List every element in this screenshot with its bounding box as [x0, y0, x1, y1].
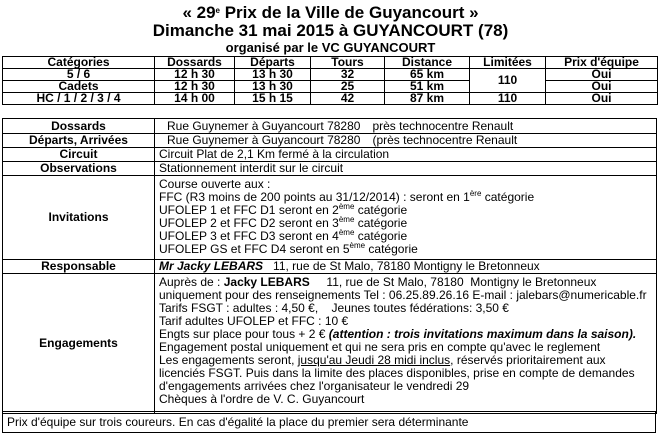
- row-invitations: [3, 176, 657, 260]
- footer-note: Prix d'équipe sur trois coureurs. En cas d'égalité la place du premier sera déterminante: [2, 411, 656, 433]
- engagements-line: Tarif adultes UFOLEP et FFC : 10 €: [159, 314, 349, 328]
- value-invitations: [155, 176, 657, 260]
- text: catégorie: [354, 216, 408, 230]
- category-cell: HC / 1 / 2 / 3 / 4: [3, 93, 155, 105]
- dossards-note: près technocentre Renault: [372, 118, 514, 133]
- departs-note: (près technocentre Renault: [372, 133, 518, 147]
- header-distance: Distance: [385, 57, 470, 69]
- header-tours: Tours: [311, 57, 385, 69]
- value-observations: Stationnement interdit sur le circuit: [155, 162, 657, 176]
- dossards-address: Rue Guynemer à Guyancourt 78280: [167, 118, 361, 133]
- departs-address: Rue Guynemer à Guyancourt 78280: [167, 133, 361, 147]
- superscript: ème: [349, 241, 366, 250]
- text: Les engagements seront,: [159, 353, 298, 367]
- tours-cell: 25: [311, 81, 385, 93]
- departs-cell: 13 h 30: [235, 81, 311, 93]
- text: UFOLEP 1 et FFC D1 seront en 2: [159, 203, 339, 217]
- header-categories: Catégories: [3, 57, 155, 69]
- event-organizer: organisé par le VC GUYANCOURT: [225, 40, 436, 55]
- prix-cell: Oui: [546, 81, 658, 93]
- responsable-address: 11, rue de St Malo, 78180 Montigny le Bretonneux: [273, 259, 540, 273]
- departs-cell: 15 h 15: [235, 93, 311, 105]
- title-text: « 29: [182, 3, 216, 22]
- header-dossards: Dossards: [155, 57, 235, 69]
- label-invitations: Invitations: [3, 176, 155, 260]
- tours-cell: 32: [311, 69, 385, 81]
- value-engagements: [155, 274, 657, 414]
- row-engagements: [3, 274, 657, 414]
- text: UFOLEP 3 et FFC D3 seront en 4: [159, 229, 339, 243]
- value-dossards: [155, 119, 657, 134]
- prix-cell: Oui: [546, 69, 658, 81]
- superscript: ème: [338, 215, 355, 224]
- schedule-table: [2, 56, 658, 105]
- deadline-text: jusqu'au Jeudi 28 midi inclus: [297, 353, 451, 367]
- value-circuit: Circuit Plat de 2,1 Km fermé à la circulation: [155, 148, 657, 162]
- category-cell: Cadets: [3, 81, 155, 93]
- dossards-cell: 14 h 00: [155, 93, 235, 105]
- limitees-cell: 110: [470, 93, 546, 105]
- engagements-line: licenciés FSGT. Puis dans la limite des places disponibles, prise en compte de demandes: [159, 366, 635, 380]
- header-limitees: Limitées: [470, 57, 546, 69]
- header-departs: Départs: [235, 57, 311, 69]
- invitations-line: [159, 243, 656, 256]
- text: catégorie: [354, 229, 408, 243]
- tours-cell: 42: [311, 93, 385, 105]
- schedule-header-row: [3, 57, 658, 69]
- contact-name: Jacky LEBARS: [223, 275, 310, 289]
- text: catégorie: [354, 203, 408, 217]
- engagements-line: d'engagements arrivées chez l'organisateur le vendredi 29: [159, 379, 470, 393]
- row-responsable: [3, 260, 657, 274]
- event-title: [0, 3, 661, 23]
- header-prix-equipe: Prix d'équipe: [546, 57, 658, 69]
- row-circuit: [3, 148, 657, 162]
- row-dossards: [3, 119, 657, 134]
- title-superscript: e: [215, 6, 220, 15]
- engagements-line: Chèques à l'ordre de V. C. Guyancourt: [159, 392, 365, 406]
- text: FFC (R3 moins de 200 points au 31/12/2014) : seront en 1: [159, 190, 470, 204]
- text: UFOLEP GS et FFC D4 seront en 5: [159, 242, 350, 256]
- category-cell: 5 / 6: [3, 69, 155, 81]
- text: Engts sur place pour tous + 2 €: [159, 327, 329, 341]
- title-text-rest: Prix de la Ville de Guyancourt »: [219, 3, 479, 22]
- engagements-line: uniquement pour des renseignements Tel : 06.25.89.26.16 E-mail : jalebars@numericable.fr: [159, 288, 647, 302]
- dossards-cell: 12 h 30: [155, 69, 235, 81]
- text: , réservés prioritairement aux: [450, 353, 606, 367]
- label-engagements: Engagements: [3, 274, 155, 414]
- text: UFOLEP 2 et FFC D2 seront en 3: [159, 216, 339, 230]
- row-departs: [3, 134, 657, 148]
- table-row: [3, 69, 658, 81]
- limitees-cell: 110: [470, 69, 546, 93]
- event-date: Dimanche 31 mai 2015 à GUYANCOURT (78): [152, 21, 509, 40]
- superscript: ème: [338, 228, 355, 237]
- table-row: [3, 93, 658, 105]
- text: catégorie: [365, 242, 418, 256]
- responsable-name: Mr Jacky LEBARS: [159, 259, 264, 273]
- label-dossards: Dossards: [3, 119, 155, 134]
- text: 11, rue de St Malo, 78180 Montigny le Bretonneux: [309, 275, 597, 289]
- label-responsable: Responsable: [3, 260, 155, 274]
- label-circuit: Circuit: [3, 148, 155, 162]
- distance-cell: 65 km: [385, 69, 470, 81]
- engagements-line: Tarifs FSGT : adultes : 4,50 €, Jeunes toutes fédérations: 3,50 €: [159, 301, 509, 315]
- label-departs: Départs, Arrivées: [3, 134, 155, 148]
- departs-cell: 13 h 30: [235, 69, 311, 81]
- invitations-line: Course ouverte aux :: [159, 177, 271, 191]
- warning-text: (attention : trois invitations maximum dans la saison).: [328, 327, 637, 341]
- text: catégorie: [481, 190, 535, 204]
- label-observations: Observations: [3, 162, 155, 176]
- prix-cell: Oui: [546, 93, 658, 105]
- dossards-cell: 12 h 30: [155, 81, 235, 93]
- distance-cell: 87 km: [385, 93, 470, 105]
- value-departs: [155, 134, 657, 148]
- engagements-line: Engagement postal uniquement et qui ne sera pris en compte qu'avec le reglement: [159, 340, 601, 354]
- text: Auprès de :: [159, 275, 224, 289]
- superscript: ère: [469, 189, 482, 198]
- row-observations: [3, 162, 657, 176]
- distance-cell: 51 km: [385, 81, 470, 93]
- superscript: ème: [338, 202, 355, 211]
- value-responsable: [155, 260, 657, 274]
- info-table: [2, 118, 657, 414]
